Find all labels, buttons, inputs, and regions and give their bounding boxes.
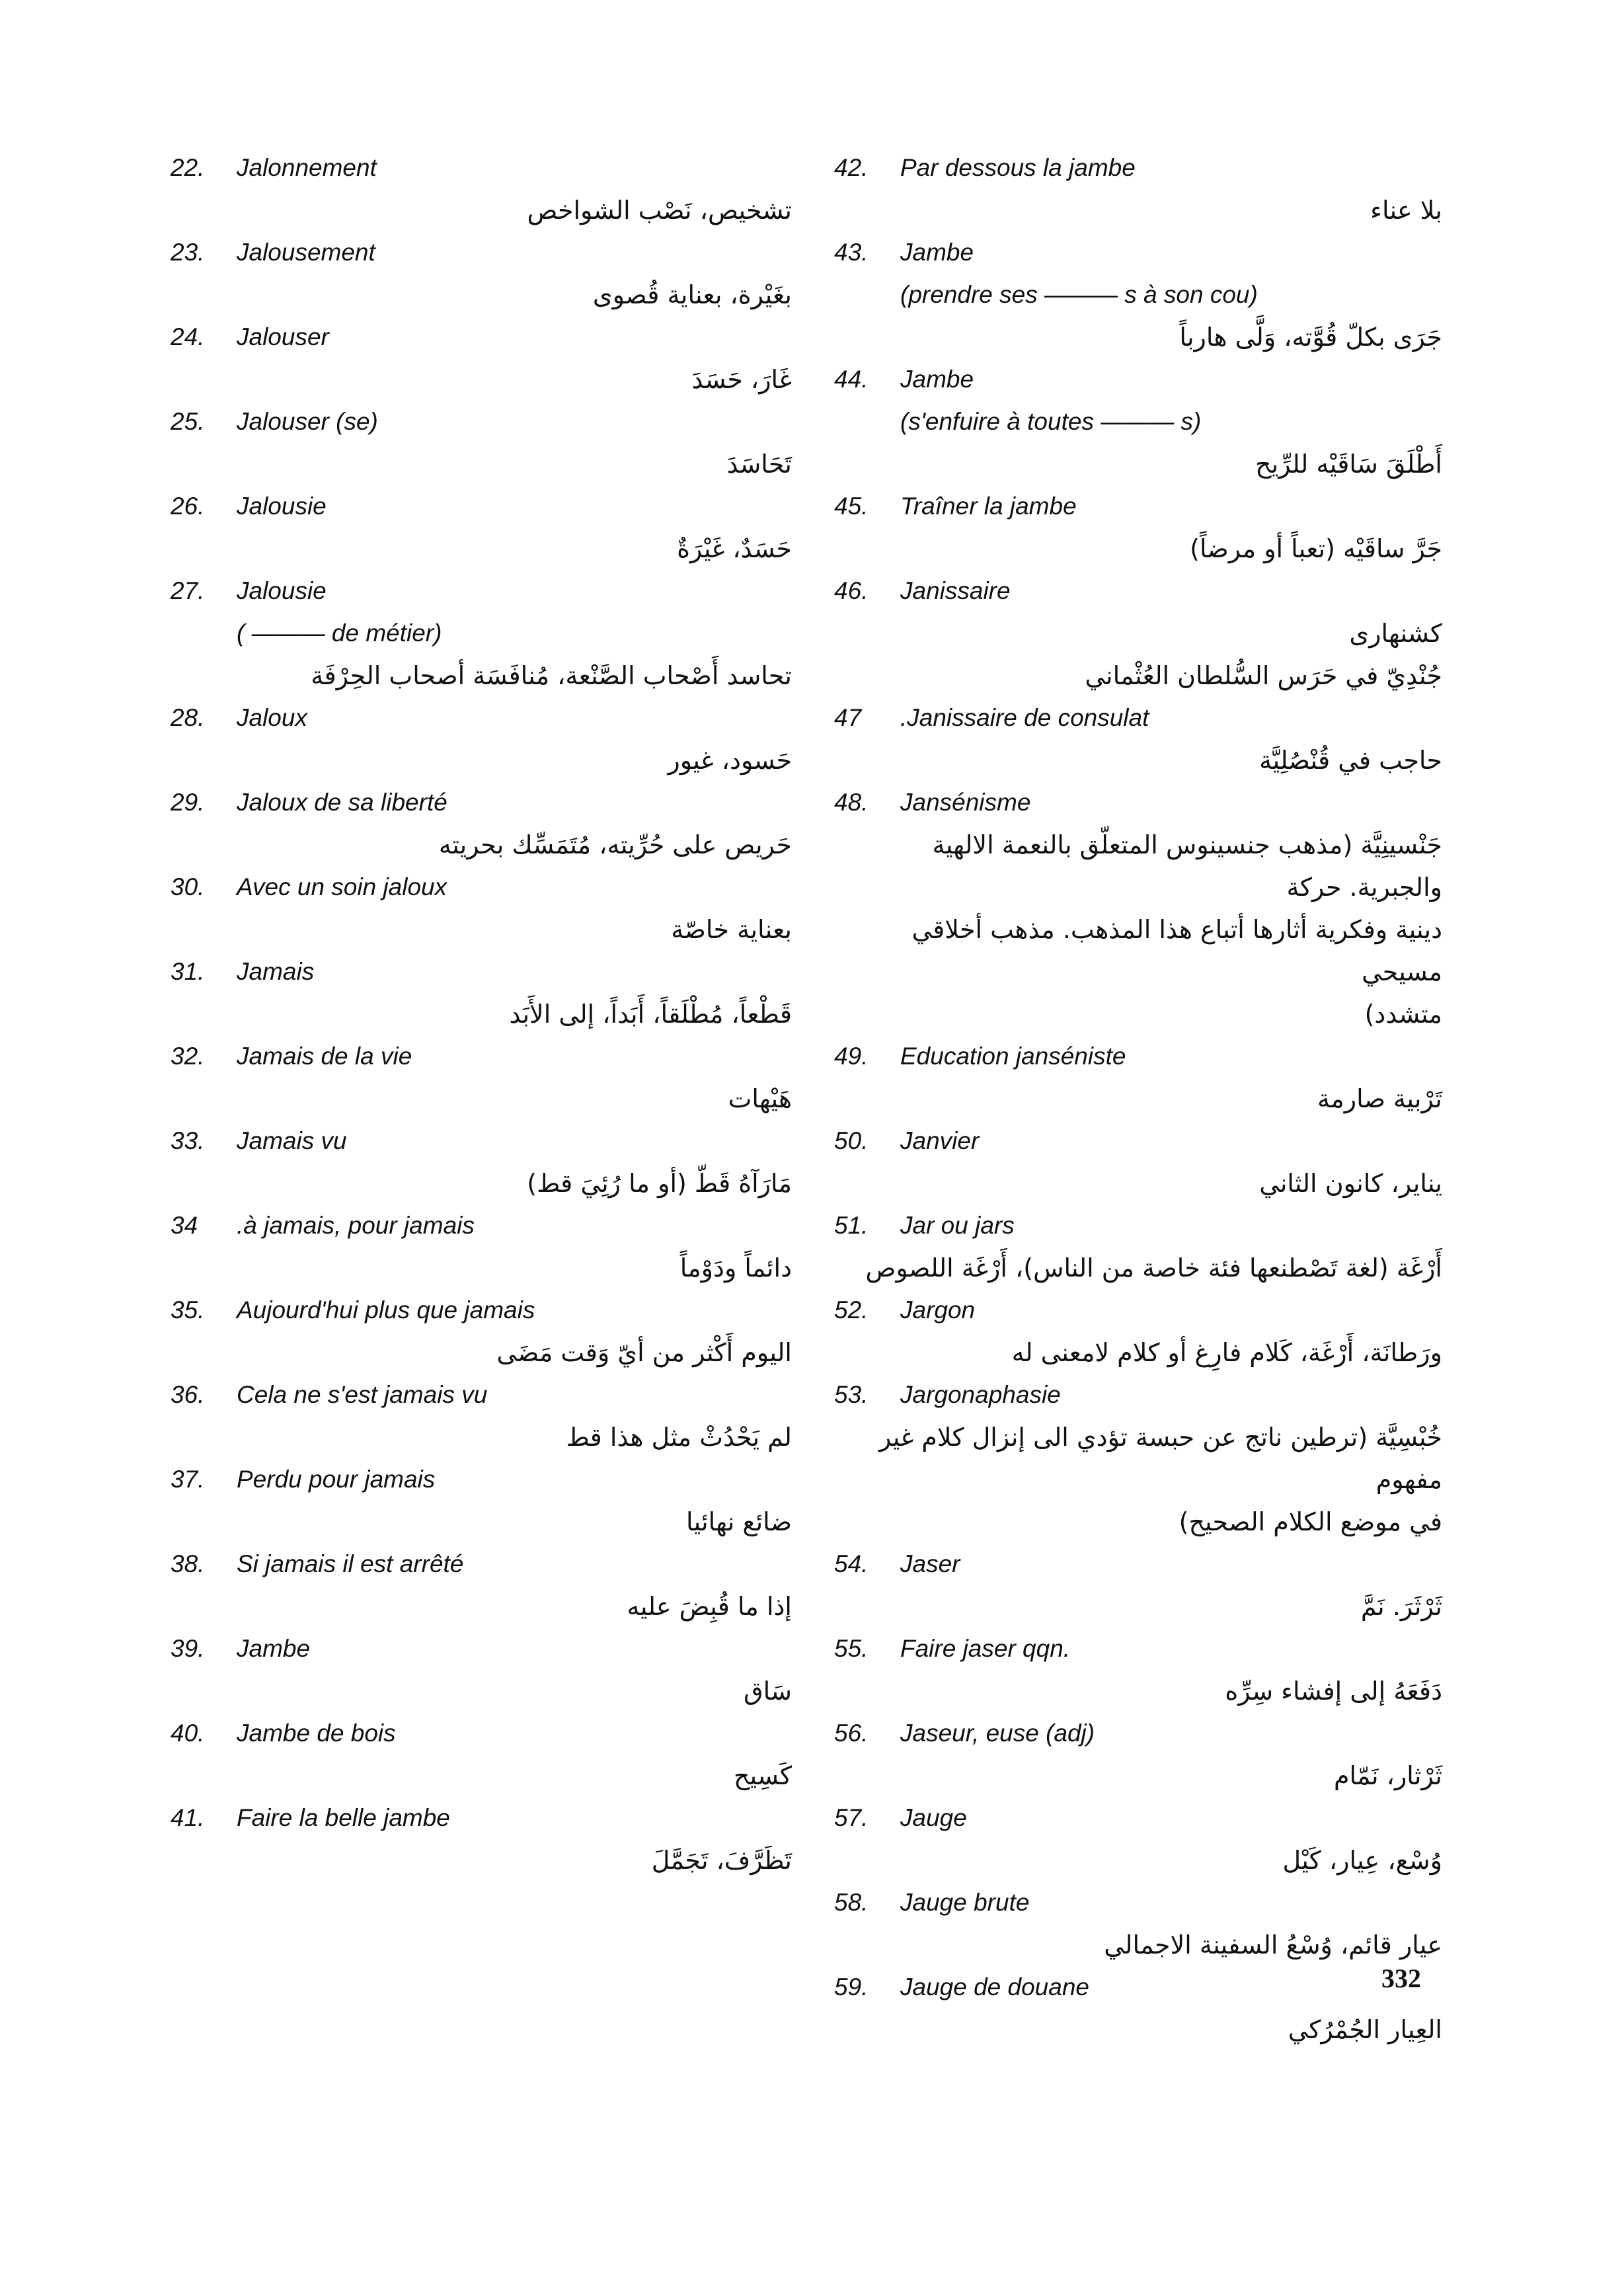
french-term: Avec un soin jaloux [237,873,447,900]
french-term: Jambe [237,1635,311,1662]
entry-37 [171,1458,792,1543]
entry-number: 43. [834,239,869,266]
entry-number: 56. [834,1720,869,1747]
arabic-translation-line-3: متشدد) [1364,1000,1442,1029]
entry-35 [171,1289,792,1374]
french-term: Janissaire [900,577,1011,604]
arabic-translation: جَرَى بكلّ قُوَّته، وَلَّى هارباً [1179,323,1442,352]
french-term: Jaseur, euse (adj) [900,1720,1095,1747]
french-term: Jalouser (se) [237,408,378,435]
french-term: Cela ne s'est jamais vu [237,1381,488,1408]
entry-number: 35. [171,1296,205,1324]
entry-55 [834,1628,1455,1712]
arabic-translation: ورَطانَة، أَرْغَة، كَلام فارِغ أو كلام لامعنى له [1011,1338,1442,1367]
french-term: Jambe [900,366,974,393]
french-term: Jalousie [237,577,327,604]
entry-number: 41. [171,1804,205,1831]
entry-27 [171,570,792,697]
entry-50 [834,1120,1455,1205]
entry-number: 39. [171,1635,205,1662]
entry-46 [834,570,1455,697]
entry-42 [834,147,1455,231]
entry-28 [171,697,792,781]
arabic-translation: دائماً ودَوْماً [679,1253,792,1283]
arabic-translation: بعناية خاصّة [671,915,792,944]
entry-number: 57. [834,1804,869,1831]
french-term: Jaloux [237,704,307,731]
french-term: Jauge de douane [900,1973,1089,2000]
arabic-translation: يناير، كانون الثاني [1259,1169,1442,1198]
french-term: Jambe [900,239,974,266]
arabic-translation: غَارَ، حَسَدَ [691,365,792,394]
french-subterm: (s'enfuire à toutes ——— s) [900,408,1202,435]
arabic-translation: جَنْسينِيَّة (مذهب جنسينوس المتعلّق بالنعمة الالهية والجبرية. حركة [932,830,1442,902]
entry-54 [834,1543,1455,1628]
entry-number: 54. [834,1550,869,1577]
entry-number: 52. [834,1296,869,1324]
arabic-translation: أَطْلَقَ سَاقَيْه للرِّيح [1255,450,1442,479]
french-term: Jamais de la vie [237,1043,412,1070]
french-term: Perdu pour jamais [237,1466,436,1493]
french-term: Jargon [900,1296,976,1324]
entry-number: 40. [171,1720,205,1747]
entry-47 [834,697,1455,781]
arabic-translation: حَريص على حُرِّيته، مُتَمَسِّك بحريته [438,830,792,859]
arabic-translation: حاجب في قُنْصُلِيَّة [1259,746,1442,775]
right-column [834,147,1455,2051]
entry-number: 22. [171,154,205,181]
entry-58 [834,1881,1455,1966]
entry-30 [171,866,792,951]
entry-number: 48. [834,789,869,816]
entry-number: 31. [171,958,205,985]
entry-number: 58. [834,1889,869,1916]
french-term: Jargonaphasie [900,1381,1061,1408]
left-column [171,147,792,1881]
french-term: Traîner la jambe [900,493,1077,520]
entry-23 [171,231,792,316]
entry-number: 37. [171,1466,205,1493]
entry-number: 28. [171,704,205,731]
french-subterm: (prendre ses ——— s à son cou) [900,281,1258,308]
french-term: Jaloux de sa liberté [237,789,447,816]
entry-41 [171,1797,792,1881]
french-term: Jamais vu [237,1127,347,1154]
entry-43 [834,231,1455,358]
entry-51 [834,1205,1455,1289]
french-subterm: ( ——— de métier) [237,619,442,647]
arabic-translation: هَيْهات [728,1084,792,1113]
arabic-translation: العِيار الجُمْرُكي [1288,2015,1442,2044]
arabic-translation: خُبْسِيَّة (ترطين ناتج عن حبسة تؤدي الى إنزال كلام غير مفهوم [878,1423,1442,1494]
arabic-translation: تَحَاسَدَ [726,450,792,479]
french-term: Jalousie [237,493,327,520]
entry-26 [171,485,792,570]
entry-number: 30. [171,873,205,900]
entry-number: 26. [171,493,205,520]
entry-40 [171,1712,792,1797]
french-term: Par dessous la jambe [900,154,1136,181]
arabic-translation: مَارَآهُ قَطّ (أو ما رُئِيَ قط) [527,1169,792,1198]
french-term: Jauge brute [900,1889,1030,1916]
entry-33 [171,1120,792,1205]
entry-56 [834,1712,1455,1797]
entry-29 [171,781,792,866]
arabic-translation: تَظَرَّفَ، تَجَمَّلَ [651,1846,792,1875]
arabic-translation-line-2: في موضع الكلام الصحيح) [1179,1507,1442,1536]
entry-number: 27. [171,577,205,604]
arabic-translation: وُسْع، عِيار، كَيْل [1282,1846,1442,1875]
entry-number: 36. [171,1381,205,1408]
entry-number: 32. [171,1043,205,1070]
french-term: Jansénisme [900,789,1031,816]
entry-number: 42. [834,154,869,181]
arabic-translation-line-2: جُنْدِيّ في حَرَس السُّلطان العُثْماني [1085,661,1442,690]
french-term: Faire jaser qqn. [900,1635,1071,1662]
entry-59 [834,1966,1455,2051]
entry-57 [834,1797,1455,1881]
entry-number: 34 [171,1212,198,1239]
arabic-translation: ضائع نهائيا [685,1507,792,1536]
arabic-translation: بغَيْرة، بعناية قُصوى [592,280,792,309]
french-term: Jambe de bois [237,1720,396,1747]
arabic-translation: حَسَدٌ، غَيْرَةٌ [677,534,792,563]
entry-24 [171,316,792,401]
entry-25 [171,401,792,485]
french-term: Jalousement [237,239,375,266]
french-term: Jamais [237,958,315,985]
page-number: 332 [1381,1963,1421,1993]
entry-36 [171,1374,792,1458]
french-term: Jauge [900,1804,967,1831]
arabic-translation: دَفَعَهُ إلى إفشاء سِرِّه [1225,1677,1442,1706]
entry-number: 47 [834,704,862,731]
entry-52 [834,1289,1455,1374]
arabic-translation: كشنهارى [1349,619,1442,648]
entry-number: 55. [834,1635,869,1662]
entry-48 [834,781,1455,1035]
arabic-translation: أَرْغَة (لغة تَصْطنعها فئة خاصة من الناس)، أَرْغَة اللصوص [865,1253,1442,1283]
entry-number: 46. [834,577,869,604]
french-term: Jalonnement [237,154,377,181]
french-term: Si jamais il est arrêté [237,1550,464,1577]
entry-number: 33. [171,1127,205,1154]
entry-45 [834,485,1455,570]
arabic-translation: تشخيص، نَصْب الشواخص [527,196,792,225]
french-term: Aujourd'hui plus que jamais [237,1296,535,1324]
entry-34 [171,1205,792,1289]
entry-38 [171,1543,792,1628]
arabic-translation-line-2: دينية وفكرية أثارها أتباع هذا المذهب. مذهب أخلاقي مسيحي [911,915,1442,986]
french-term: Janvier [900,1127,980,1154]
french-term: Jalouser [237,323,329,350]
arabic-translation: بلا عناء [1370,196,1442,225]
entry-number: 50. [834,1127,869,1154]
entry-number: 49. [834,1043,869,1070]
entry-number: 38. [171,1550,205,1577]
arabic-translation: عيار قائم، وُسْعُ السفينة الاجمالي [1104,1930,1442,1960]
arabic-translation: جَرَّ ساقَيْه (تعباً أو مرضاً) [1190,534,1442,563]
entry-49 [834,1035,1455,1120]
entry-number: 25. [171,408,205,435]
arabic-translation: ثَرْثَرَ. نَمَّ [1360,1592,1442,1621]
entry-number: 51. [834,1212,869,1239]
entry-number: 44. [834,366,869,393]
arabic-translation: لم يَحْدُثْ مثل هذا قط [566,1423,792,1452]
entry-39 [171,1628,792,1712]
french-term: Jaser [900,1550,960,1577]
arabic-translation: قَطْعاً، مُطْلَقاً، أَبَداً، إلى الأَبَد [509,1000,792,1029]
arabic-translation: اليوم أَكْثر من أيّ وَقت مَضَى [496,1338,792,1367]
entry-number: 29. [171,789,205,816]
entry-44 [834,358,1455,485]
entry-number: 45. [834,493,869,520]
arabic-translation: حَسود، غيور [668,746,792,775]
entry-number: 23. [171,239,205,266]
entry-number: 53. [834,1381,869,1408]
arabic-translation: تحاسد أَصْحاب الصَّنْعة، مُنافَسَة أصحاب الحِرْفَة [311,661,792,690]
french-term: Faire la belle jambe [237,1804,450,1831]
entry-number: 24. [171,323,205,350]
entry-32 [171,1035,792,1120]
french-term: .Janissaire de consulat [900,704,1149,731]
arabic-translation: إذا ما قُبِضَ عليه [627,1592,792,1621]
french-term: Jar ou jars [900,1212,1015,1239]
french-term: Education janséniste [900,1043,1126,1070]
entry-22 [171,147,792,231]
arabic-translation: سَاق [744,1677,792,1706]
entry-number: 59. [834,1973,869,2000]
french-term: .à jamais, pour jamais [237,1212,475,1239]
arabic-translation: ثَرْثار، نَمّام [1333,1761,1442,1790]
entry-53 [834,1374,1455,1543]
entry-31 [171,951,792,1035]
arabic-translation: تَرْبية صارمة [1317,1084,1442,1113]
arabic-translation: كَسِيح [734,1761,792,1790]
